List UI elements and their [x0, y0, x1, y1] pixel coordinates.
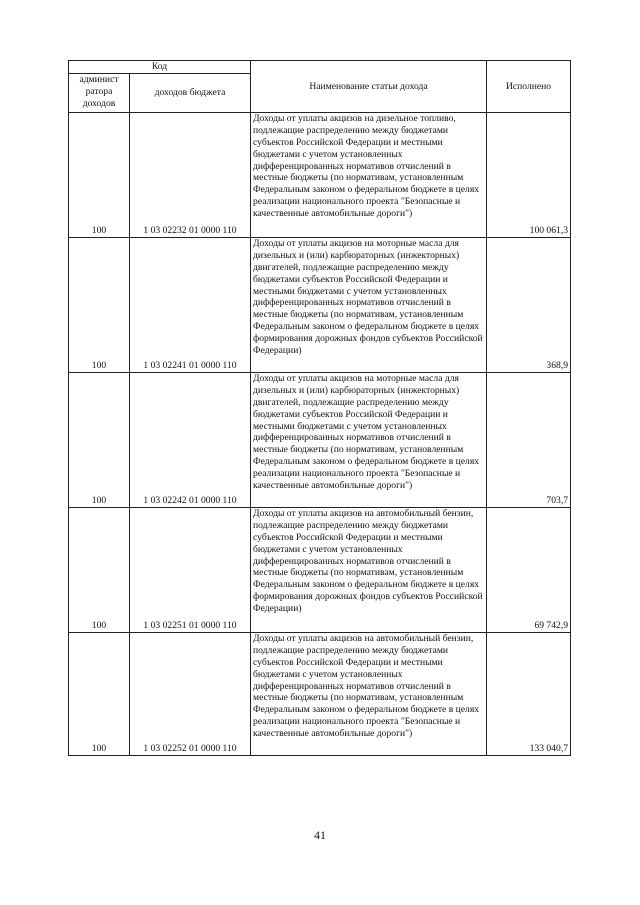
revenue-code-cell: 1 03 02241 01 0000 110 [130, 237, 251, 372]
table-row [69, 507, 571, 632]
executed-amount-cell: 368,9 [487, 237, 571, 372]
admin-code-cell: 100 [69, 112, 130, 237]
revenue-code-cell: 1 03 02242 01 0000 110 [130, 372, 251, 507]
revenue-name-cell: Доходы от уплаты акцизов на автомобильный бензин, подлежащие распределению между бюджетами субъектов Российской Федерации и местными бюджетами с учетом установленных дифференцированных нормативов отчислений в местные бюджеты (по нормативам, установленным Федеральным законом о федеральном бюджете в целях реализации национального проекта "Безопасные и качественные автомобильные дороги") [251, 632, 487, 755]
header-administrator: админист ратора доходов [69, 73, 130, 112]
admin-code-cell: 100 [69, 237, 130, 372]
revenue-name-cell: Доходы от уплаты акцизов на моторные масла для дизельных и (или) карбюраторных (инжекторных) двигателей, подлежащие распределению между бюджетами субъектов Российской Федерации и местными бюджетами с учетом установленных дифференцированных нормативов отчислений в местные бюджеты (по нормативам, установленным Федеральным законом о федеральном бюджете в целях формирования дорожных фондов субъектов Российской Федерации) [251, 237, 487, 372]
table-header [69, 61, 571, 113]
table-row [69, 632, 571, 755]
header-executed: Исполнено [487, 61, 571, 113]
executed-amount-cell: 69 742,9 [487, 507, 571, 632]
header-revenue-name: Наименование статьи дохода [251, 61, 487, 113]
header-revenue-code: доходов бюджета [130, 73, 251, 112]
header-kod: Код [69, 61, 251, 74]
table-row [69, 112, 571, 237]
revenue-name-cell: Доходы от уплаты акцизов на моторные масла для дизельных и (или) карбюраторных (инжекторных) двигателей, подлежащие распределению между бюджетами субъектов Российской Федерации и местными бюджетами с учетом установленных дифференцированных нормативов отчислений в местные бюджеты (по нормативам, установленным Федеральным законом о федеральном бюджете в целях реализации национального проекта "Безопасные и качественные автомобильные дороги") [251, 372, 487, 507]
revenue-code-cell: 1 03 02232 01 0000 110 [130, 112, 251, 237]
executed-amount-cell: 133 040,7 [487, 632, 571, 755]
table-body [69, 112, 571, 755]
admin-code-cell: 100 [69, 632, 130, 755]
executed-amount-cell: 703,7 [487, 372, 571, 507]
table-row [69, 372, 571, 507]
executed-amount-cell: 100 061,3 [487, 112, 571, 237]
revenue-name-cell: Доходы от уплаты акцизов на дизельное топливо, подлежащие распределению между бюджетами субъектов Российской Федерации и местными бюджетами с учетом установленных дифференцированных нормативов отчислений в местные бюджеты (по нормативам, установленным Федеральным законом о федеральном бюджете в целях реализации национального проекта "Безопасные и качественные автомобильные дороги") [251, 112, 487, 237]
revenue-table [68, 60, 571, 756]
revenue-code-cell: 1 03 02252 01 0000 110 [130, 632, 251, 755]
admin-code-cell: 100 [69, 507, 130, 632]
admin-code-cell: 100 [69, 372, 130, 507]
revenue-name-cell: Доходы от уплаты акцизов на автомобильный бензин, подлежащие распределению между бюджетами субъектов Российской Федерации и местными бюджетами с учетом установленных дифференцированных нормативов отчислений в местные бюджеты (по нормативам, установленным Федеральным законом о федеральном бюджете в целях формирования дорожных фондов субъектов Российской Федерации) [251, 507, 487, 632]
table-row [69, 237, 571, 372]
page-number: 41 [314, 828, 326, 842]
revenue-code-cell: 1 03 02251 01 0000 110 [130, 507, 251, 632]
